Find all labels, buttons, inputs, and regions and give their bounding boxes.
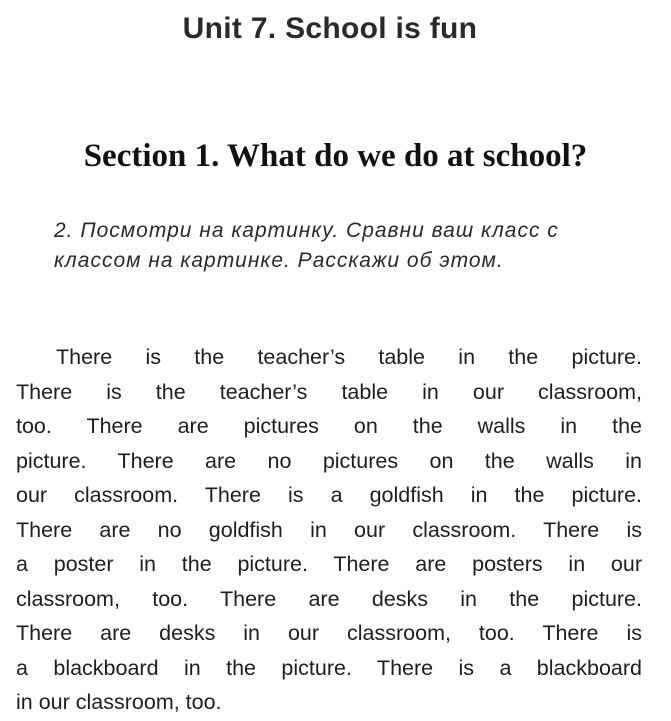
answer-line: in our classroom, too.	[16, 690, 222, 714]
answer-line: a blackboard in the picture. There is a blackboard	[16, 655, 642, 680]
answer-paragraph	[16, 340, 642, 720]
task-text: Посмотри на картинку. Сравни ваш класс с классом на картинке. Расскажи об этом.	[54, 219, 559, 272]
task-instruction	[54, 216, 644, 276]
answer-line: There is the teacher’s table in the picture.	[56, 345, 642, 369]
answer-line: There are desks in our classroom, too. There is	[16, 621, 642, 645]
answer-line: There are no goldfish in our classroom. There is	[16, 517, 642, 542]
answer-line: a poster in the picture. There are posters in our	[16, 552, 642, 576]
section-title: Section 1. What do we do at school?	[83, 138, 588, 174]
task-number: 2.	[54, 219, 74, 242]
unit-title: Unit 7. School is fun	[182, 12, 478, 45]
answer-line: our classroom. There is a goldfish in the picture.	[16, 483, 642, 507]
answer-line: too. There are pictures on the walls in the	[16, 414, 642, 438]
answer-line: There is the teacher’s table in our classroom,	[16, 379, 642, 404]
answer-line: picture. There are no pictures on the walls in	[16, 448, 642, 473]
answer-line: classroom, too. There are desks in the picture.	[16, 586, 642, 611]
